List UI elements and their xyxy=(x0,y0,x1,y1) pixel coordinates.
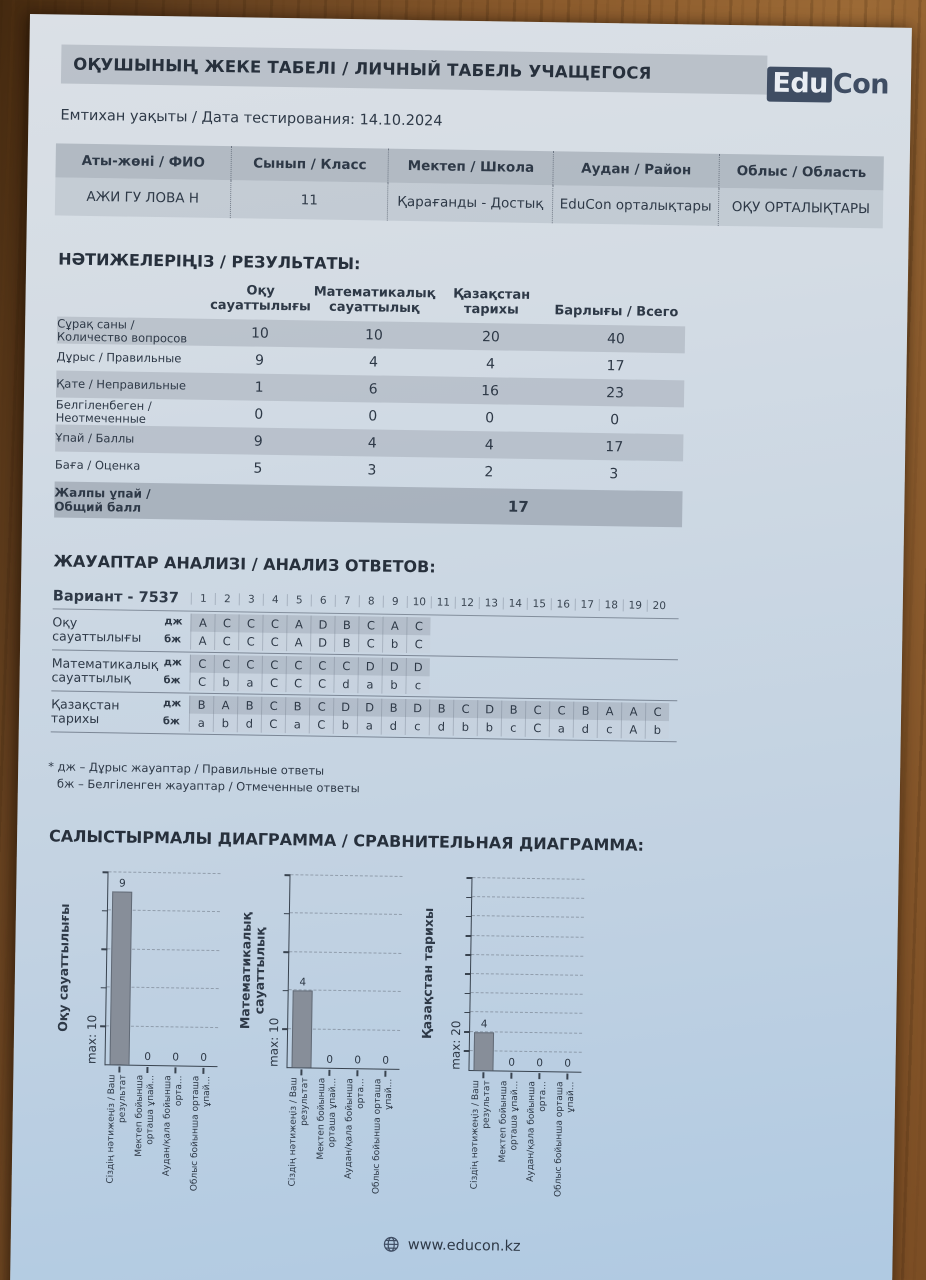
answer-cell: C xyxy=(214,655,238,673)
answer-cell: B xyxy=(501,700,525,718)
chart-x-label-slot xyxy=(550,1075,580,1205)
bar-value-label: 0 xyxy=(536,1057,544,1070)
results-row-value: 10 xyxy=(364,326,384,344)
answer-cell: C xyxy=(525,719,549,737)
chart-plot xyxy=(468,878,584,1073)
bar-slot xyxy=(162,873,193,1065)
chart-max-label: max: 10 xyxy=(84,1014,100,1065)
answer-cell: A xyxy=(213,696,237,714)
chart-x-label-slot xyxy=(522,1075,552,1205)
bar-slot xyxy=(315,876,346,1068)
chart-x-label: Аудан/қала бойынша орта... xyxy=(161,1075,184,1177)
results-rows xyxy=(55,316,685,488)
chart-x-label: Облыс бойынша орташа ұпай... xyxy=(553,1081,576,1198)
results-row-value: 16 xyxy=(481,382,500,399)
answer-cell xyxy=(478,618,502,636)
answer-cell xyxy=(478,636,502,654)
chart-x-label: Облыс бойынша орташа ұпай... xyxy=(371,1078,394,1195)
student-value-region: ОҚУ ОРТАЛЫҚТАРЫ xyxy=(717,188,883,229)
chart-x-labels xyxy=(102,1068,216,1200)
student-header-district: Аудан / Район xyxy=(553,151,719,188)
answer-column-number: 14 xyxy=(503,597,527,609)
student-header-class: Сынып / Класс xyxy=(231,146,389,182)
results-row-value: 23 xyxy=(606,384,625,401)
bar-slot xyxy=(190,874,221,1066)
answer-cell: b xyxy=(477,718,501,736)
bar-value-label: 0 xyxy=(172,1051,180,1064)
answer-cell: A xyxy=(286,633,310,651)
answer-cell: b xyxy=(213,673,237,691)
answer-cell: C xyxy=(189,673,213,691)
answer-cell: C xyxy=(190,655,214,673)
answer-cell xyxy=(598,661,622,679)
results-row-value: 4 xyxy=(484,436,494,453)
answer-column-number: 2 xyxy=(215,593,239,605)
bar-value-label: 4 xyxy=(299,976,307,989)
answer-cell: C xyxy=(549,701,573,719)
answer-cell: b xyxy=(453,718,477,736)
answer-cell xyxy=(453,677,477,695)
answer-cell: a xyxy=(189,714,213,732)
results-row-value: 0 xyxy=(368,407,378,425)
results-row-value: 1 xyxy=(254,379,264,396)
chart-x-label-slot xyxy=(312,1072,342,1202)
answer-cell: a xyxy=(285,715,309,733)
page-title: ОҚУШЫНЫҢ ЖЕКЕ ТАБЕЛІ / ЛИЧНЫЙ ТАБЕЛЬ УЧАЩЕГОСЯ xyxy=(73,54,652,83)
results-column-total: Барлығы / Всего xyxy=(554,303,679,321)
answer-key-label: бж xyxy=(164,634,182,646)
answer-key-label: дж xyxy=(163,657,182,669)
answer-cell: C xyxy=(406,635,430,653)
answer-cell: B xyxy=(381,699,405,717)
bar xyxy=(291,990,312,1067)
answer-cell: C xyxy=(214,632,238,650)
answer-cell: C xyxy=(238,655,262,673)
bar-value-label: 0 xyxy=(508,1056,516,1069)
answer-column-number: 1 xyxy=(191,593,215,605)
results-row-value: 20 xyxy=(481,328,501,345)
answer-cell: C xyxy=(286,656,310,674)
results-row-label: Дұрыс / Правильные xyxy=(56,349,182,366)
results-total-row xyxy=(54,481,682,527)
chart-x-labels xyxy=(466,1074,580,1206)
answer-column-number: 11 xyxy=(431,596,455,608)
answer-cell: C xyxy=(309,715,333,733)
comparison-chart xyxy=(409,873,590,1210)
answer-cell: D xyxy=(477,700,501,718)
results-total-value: 17 xyxy=(507,497,529,516)
results-row-label: Белгіленбеген / Неотмеченные xyxy=(55,396,152,426)
answer-cell xyxy=(526,637,550,655)
answer-cell xyxy=(597,679,621,697)
answer-cell xyxy=(454,636,478,654)
answer-cell: B xyxy=(573,702,597,720)
bar-slot xyxy=(134,873,165,1065)
answer-cell: c xyxy=(597,720,621,738)
comparison-chart xyxy=(45,867,226,1204)
results-row-value: 40 xyxy=(606,330,626,347)
answer-cell: A xyxy=(621,720,645,738)
answer-cell: C xyxy=(261,715,285,733)
test-date-line: Емтихан уақыты / Дата тестирования: 14.10.2024 xyxy=(60,107,443,130)
answer-cell: A xyxy=(190,614,214,632)
chart-plot xyxy=(286,875,402,1070)
answer-cell xyxy=(646,621,670,639)
answer-column-number: 6 xyxy=(311,594,335,606)
bar-value-label: 0 xyxy=(144,1050,152,1064)
results-column-reading: Оқу сауаттылығы xyxy=(209,283,311,315)
answer-cell: C xyxy=(406,617,430,635)
student-header-region: Облыс / Область xyxy=(718,154,884,191)
answer-cell: C xyxy=(262,633,286,651)
student-value-district: EduCon орталықтары xyxy=(552,185,718,226)
results-row-value: 4 xyxy=(368,353,379,371)
answer-key-label: дж xyxy=(163,698,182,710)
answer-cell: D xyxy=(406,658,430,676)
answer-cell: C xyxy=(214,614,238,632)
answer-column-number: 13 xyxy=(479,597,503,609)
results-row-value: 5 xyxy=(253,460,263,477)
answer-cell: B xyxy=(189,696,213,714)
student-value-class: 11 xyxy=(230,180,388,220)
answer-cell: b xyxy=(645,721,669,739)
answer-cell xyxy=(502,659,526,677)
answer-cell: C xyxy=(525,701,549,719)
answer-cell: C xyxy=(453,700,477,718)
answer-cell: C xyxy=(261,697,285,715)
answer-cell: C xyxy=(309,697,333,715)
bar-value-label: 0 xyxy=(354,1054,362,1067)
website-url: www.educon.kz xyxy=(407,1236,521,1255)
chart-x-label-slot xyxy=(494,1074,524,1204)
results-row-value: 0 xyxy=(485,409,495,426)
footnote-correct-answers: * дж – Дұрыс жауаптар / Правильные ответы xyxy=(48,759,325,778)
globe-icon xyxy=(383,1236,400,1253)
answer-cell xyxy=(478,659,502,677)
bar xyxy=(473,1032,494,1071)
chart-x-label: Аудан/қала бойынша орта... xyxy=(525,1080,548,1182)
educon-logo-con: Con xyxy=(832,68,890,101)
chart-x-labels xyxy=(284,1071,398,1203)
answer-cell: A xyxy=(382,617,406,635)
chart-x-label: Мектеп бойынша орташа ұпай... xyxy=(316,1077,338,1160)
chart-x-label-slot xyxy=(130,1069,160,1199)
answer-cell xyxy=(454,659,478,677)
comparison-chart xyxy=(227,870,408,1207)
results-row-label: Ұпай / Баллы xyxy=(55,430,135,446)
answer-cell xyxy=(621,679,645,697)
answer-column-number: 10 xyxy=(407,596,431,608)
answer-subject-rows xyxy=(163,654,678,698)
answer-column-number: 4 xyxy=(263,594,287,606)
results-table xyxy=(54,280,686,527)
answer-cell: c xyxy=(405,676,429,694)
answer-cell xyxy=(430,617,454,635)
answer-cell: C xyxy=(645,703,669,721)
comparison-charts xyxy=(45,867,872,1214)
chart-x-label: Сіздің нәтижеңіз / Ваш результат xyxy=(469,1080,492,1190)
answer-cell: c xyxy=(501,718,525,736)
educon-logo xyxy=(767,68,889,101)
answer-column-number: 12 xyxy=(455,597,479,609)
bar-slot xyxy=(343,876,374,1068)
answer-cell: A xyxy=(190,632,214,650)
footnote-marked-answers: бж – Белгіленген жауаптар / Отмеченные ответы xyxy=(56,776,360,796)
answer-column-number: 16 xyxy=(551,598,575,610)
answer-grid-body xyxy=(51,609,679,742)
educon-logo-edu: Edu xyxy=(767,67,832,103)
answer-column-number: 19 xyxy=(623,599,647,611)
results-row-value: 4 xyxy=(485,355,496,372)
answer-cell xyxy=(501,677,525,695)
answer-cell: b xyxy=(381,676,405,694)
answer-cell: B xyxy=(429,699,453,717)
answer-cell xyxy=(429,676,453,694)
answer-cell: d xyxy=(429,717,453,735)
answer-cell: C xyxy=(310,656,334,674)
chart-x-label-slot xyxy=(340,1072,370,1202)
answer-cell: C xyxy=(238,632,262,650)
charts-section-title: САЛЫСТЫРМАЛЫ ДИАГРАММА / СРАВНИТЕЛЬНАЯ ДИАГРАММА: xyxy=(48,826,645,855)
results-row-value: 9 xyxy=(254,352,265,369)
answer-cell xyxy=(598,638,622,656)
chart-x-label-slot xyxy=(284,1071,314,1201)
answer-cell xyxy=(598,620,622,638)
answer-subject-label: Қазақстан тарихы xyxy=(50,696,120,727)
answer-column-number: 18 xyxy=(599,599,623,611)
answer-column-number: 8 xyxy=(359,595,383,607)
answer-cell: D xyxy=(310,633,334,651)
answer-cell xyxy=(622,620,646,638)
results-row-value: 10 xyxy=(250,325,270,342)
answer-cell: B xyxy=(334,616,358,634)
results-row-value: 3 xyxy=(609,465,619,482)
answer-cell: c xyxy=(405,717,429,735)
chart-max-label: max: 10 xyxy=(266,1017,282,1068)
answer-key-label: дж xyxy=(164,616,183,628)
answer-cell xyxy=(622,638,646,656)
results-column-math: Математикалық сауаттылық xyxy=(313,284,436,317)
answer-cell: a xyxy=(549,719,573,737)
results-row-value: 0 xyxy=(254,406,264,423)
chart-x-label: Аудан/қала бойынша орта... xyxy=(343,1078,366,1180)
answers-section-title: ЖАУАПТАР АНАЛИЗІ / АНАЛИЗ ОТВЕТОВ: xyxy=(53,551,436,577)
results-row-value: 17 xyxy=(605,438,624,455)
answer-cell xyxy=(502,636,526,654)
chart-title: Қазақстан тарихы xyxy=(418,907,437,1040)
answer-cell xyxy=(574,638,598,656)
answer-cell: C xyxy=(358,616,382,634)
answer-cell: D xyxy=(333,698,357,716)
answer-cell xyxy=(526,619,550,637)
answer-cell: A xyxy=(621,702,645,720)
answer-cell: a xyxy=(237,673,261,691)
student-value-school: Қарағанды - Достық xyxy=(387,183,553,224)
answer-cell xyxy=(622,661,646,679)
answer-subject-block xyxy=(51,691,678,742)
bar-value-label: 9 xyxy=(118,877,126,890)
bar-slot xyxy=(525,879,556,1071)
answer-cell xyxy=(477,677,501,695)
chart-plot xyxy=(104,872,220,1067)
answer-cell xyxy=(646,639,670,657)
results-total-label: Жалпы ұпай / Общий балл xyxy=(54,485,151,515)
answer-grid xyxy=(51,584,679,742)
answer-cell: D xyxy=(357,698,381,716)
footer xyxy=(11,1230,893,1261)
answer-cell: D xyxy=(358,657,382,675)
chart-title: Математикалық сауаттылық xyxy=(237,911,268,1030)
answer-cell: C xyxy=(358,634,382,652)
answer-key-label: бж xyxy=(163,675,181,687)
student-value-name: АЖИ ГУ ЛОВА Н xyxy=(55,177,231,218)
answer-cell: C xyxy=(334,657,358,675)
results-row-label: Сұрақ саны / Количество вопросов xyxy=(56,315,188,346)
results-column-history: Қазақстан тарихы xyxy=(453,286,531,318)
answer-cell: D xyxy=(310,615,334,633)
answer-subject-rows xyxy=(163,695,678,739)
answer-cell xyxy=(526,660,550,678)
chart-x-label: Сіздің нәтижеңіз / Ваш результат xyxy=(287,1077,310,1187)
answer-cell xyxy=(549,678,573,696)
answer-cell: a xyxy=(357,716,381,734)
report-sheet xyxy=(8,14,912,1280)
bar-value-label: 4 xyxy=(480,1017,488,1030)
bar-slot xyxy=(469,878,500,1070)
bar-value-label: 0 xyxy=(200,1051,208,1064)
results-row-value: 9 xyxy=(253,433,263,450)
report-title-band xyxy=(61,44,768,94)
results-row-value: 0 xyxy=(610,411,620,428)
answer-cell xyxy=(645,680,669,698)
answer-cell: C xyxy=(285,674,309,692)
bar-value-label: 0 xyxy=(564,1057,572,1070)
answer-subject-rows xyxy=(164,613,679,657)
bar-slot xyxy=(371,877,402,1069)
answer-cell: A xyxy=(286,615,310,633)
answer-cell xyxy=(430,658,454,676)
chart-x-label: Сіздің нәтижеңіз / Ваш результат xyxy=(105,1074,128,1184)
results-row-value: 6 xyxy=(368,380,378,398)
results-row-value: 17 xyxy=(606,357,625,374)
student-header-school: Мектеп / Школа xyxy=(388,149,554,186)
results-section-title: НӘТИЖЕЛЕРІҢІЗ / РЕЗУЛЬТАТЫ: xyxy=(58,249,361,274)
answer-column-number: 7 xyxy=(335,595,359,607)
answer-subject-label: Математикалық сауаттылық xyxy=(51,655,159,686)
chart-x-label-slot xyxy=(158,1069,188,1199)
answer-cell xyxy=(573,679,597,697)
answer-cell: A xyxy=(597,702,621,720)
bar xyxy=(110,892,133,1065)
answer-cell: B xyxy=(285,697,309,715)
answer-cell xyxy=(550,619,574,637)
chart-x-label: Мектеп бойынша орташа ұпай... xyxy=(134,1074,156,1157)
answer-cell: C xyxy=(262,615,286,633)
bar-slot xyxy=(497,878,528,1070)
results-row-label: Қате / Неправильные xyxy=(56,376,187,393)
answer-cell: B xyxy=(334,634,358,652)
bar-slot xyxy=(106,872,137,1064)
answer-key-label: бж xyxy=(162,716,180,728)
results-row-value: 2 xyxy=(484,463,494,480)
answer-cell xyxy=(502,618,526,636)
bar-slot xyxy=(287,875,318,1067)
answer-cell: C xyxy=(309,674,333,692)
answer-cell: C xyxy=(238,614,262,632)
answer-cell xyxy=(430,635,454,653)
answer-column-number: 5 xyxy=(287,594,311,606)
chart-x-label-slot xyxy=(368,1072,398,1202)
answer-cell: b xyxy=(213,714,237,732)
answer-cell xyxy=(646,662,670,680)
results-header-spacer xyxy=(57,310,207,312)
answer-cell xyxy=(550,637,574,655)
chart-x-label-slot xyxy=(466,1074,496,1204)
answer-cell: a xyxy=(357,675,381,693)
chart-title: Оқу сауаттылығы xyxy=(55,903,73,1032)
variant-label: Вариант - 7537 xyxy=(52,588,180,607)
answer-cell: D xyxy=(405,699,429,717)
answer-cell xyxy=(574,661,598,679)
answer-column-number: 15 xyxy=(527,598,551,610)
answer-cell: C xyxy=(261,674,285,692)
answer-cell: b xyxy=(333,716,357,734)
answer-subject-label: Оқу сауаттылығы xyxy=(52,614,142,645)
answer-column-number: 17 xyxy=(575,599,599,611)
chart-max-label: max: 20 xyxy=(448,1020,464,1070)
student-header-name: Аты-жөні / ФИО xyxy=(55,143,231,180)
chart-x-label: Мектеп бойынша орташа ұпай... xyxy=(498,1080,520,1163)
answer-cell: d xyxy=(237,714,261,732)
results-row-label: Баға / Оценка xyxy=(54,457,141,473)
bar-slot xyxy=(553,879,584,1071)
chart-x-label: Облыс бойынша орташа ұпай... xyxy=(189,1075,212,1192)
answer-cell xyxy=(574,620,598,638)
answer-column-number: 3 xyxy=(239,593,263,605)
chart-x-label-slot xyxy=(102,1068,132,1198)
answer-cell xyxy=(525,678,549,696)
results-row-value: 3 xyxy=(367,461,377,478)
answer-cell xyxy=(454,618,478,636)
answers-footnote xyxy=(48,758,874,805)
answer-cell: d xyxy=(381,717,405,735)
answer-cell: B xyxy=(237,696,261,714)
answer-cell: d xyxy=(573,720,597,738)
chart-x-label-slot xyxy=(186,1070,216,1200)
answer-cell: C xyxy=(262,656,286,674)
answer-column-number: 20 xyxy=(647,600,671,612)
answer-cell: D xyxy=(382,658,406,676)
bar-value-label: 0 xyxy=(326,1053,334,1066)
answer-cell: d xyxy=(333,675,357,693)
answer-column-number: 9 xyxy=(383,596,407,608)
answer-cell xyxy=(550,660,574,678)
answer-cell: b xyxy=(382,635,406,653)
results-row-value: 4 xyxy=(367,434,377,451)
bar-value-label: 0 xyxy=(382,1054,390,1067)
student-info-table xyxy=(55,143,884,228)
